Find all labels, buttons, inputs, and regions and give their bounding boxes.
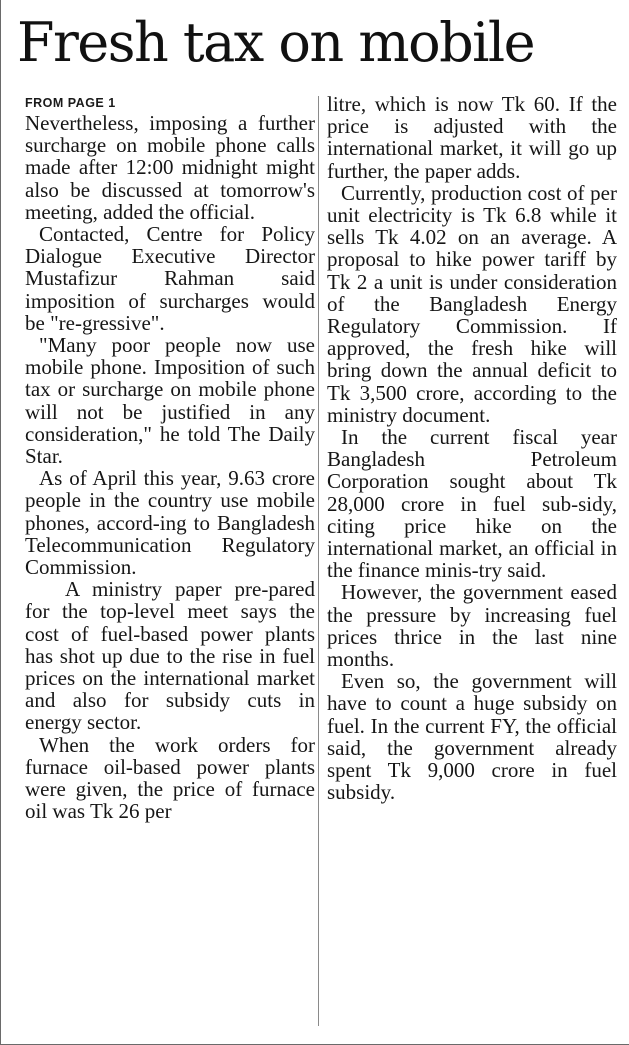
paragraph: However, the government eased the pressure by increasing fuel prices thrice in the last nine months. <box>327 580 617 672</box>
paragraph: In the current fiscal year Bangladesh Petroleum Corporation sought about Tk 28,000 crore in fuel sub-sidy, citing price hike on the international market, an official in the finance minis-try said. <box>327 425 617 583</box>
paragraph: Nevertheless, imposing a further surcharge on mobile phone calls made after 12:00 midnight might also be discussed at tomorrow's meeting, added the official. <box>25 111 315 224</box>
left-column <box>25 94 315 823</box>
paragraph: As of April this year, 9.63 crore people in the country use mobile phones, accord-ing to Bangladesh Telecommunication Regulatory Commission. <box>25 466 315 580</box>
continuation-kicker: FROM PAGE 1 <box>25 96 116 110</box>
paragraph: Currently, production cost of per unit electricity is Tk 6.8 while it sells Tk 4.02 on an average. A proposal to hike power tariff by Tk 2 a unit is under consideration of the Bangladesh Energy Regulatory Commission. If approved, the fresh hike will bring down the annual deficit to Tk 3,500 crore, according to the ministry document. <box>327 180 617 427</box>
paragraph: "Many poor people now use mobile phone. Imposition of such tax or surcharge on mobile phone will not be justified in any consideration," he told The Daily Star. <box>25 333 315 469</box>
headline: Fresh tax on mobile <box>17 11 535 74</box>
paragraph: litre, which is now Tk 60. If the price is adjusted with the international market, it will go up further, the paper adds. <box>327 92 617 183</box>
paragraph: Contacted, Centre for Policy Dialogue Executive Director Mustafizur Rahman said imposition of surcharges would be "re-gressive". <box>25 222 315 335</box>
right-column <box>327 93 617 804</box>
paragraph: When the work orders for furnace oil-based power plants were given, the price of furnace oil was Tk 26 per <box>25 732 315 824</box>
column-divider <box>318 96 319 1026</box>
paragraph: A ministry paper pre-pared for the top-level meet says the cost of fuel-based power plants has shot up due to the rise in fuel prices on the international market and also for subsidy cuts in energy sector. <box>25 577 315 735</box>
paragraph: Even so, the government will have to count a huge subsidy on fuel. In the current FY, the official said, the government already spent Tk 9,000 crore in fuel subsidy. <box>327 669 617 805</box>
